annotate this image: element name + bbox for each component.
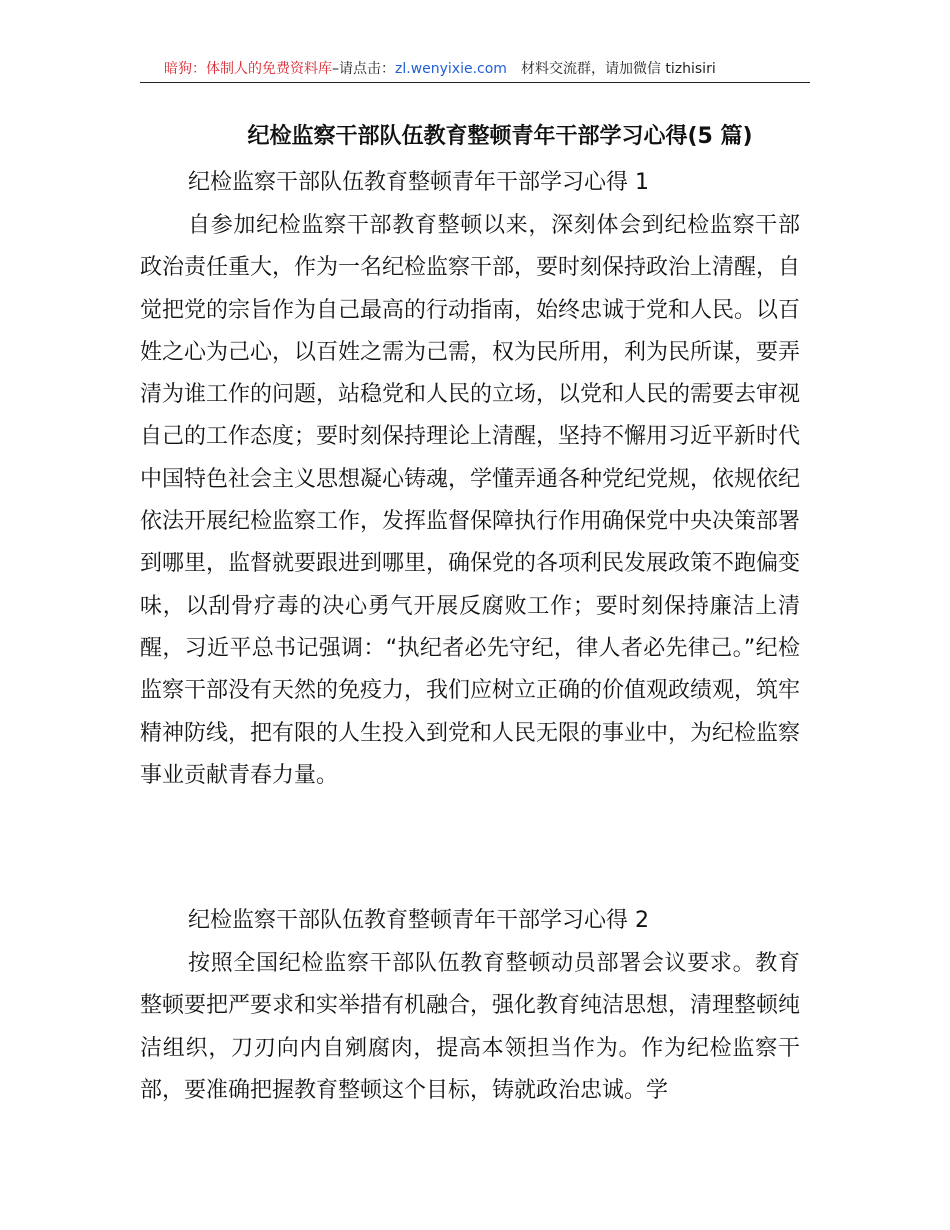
document-title: 纪检监察干部队伍教育整顿青年干部学习心得(5 篇) xyxy=(247,124,753,149)
header-click-prompt: –请点击： xyxy=(332,61,395,77)
header-contact: 材料交流群，请加微信 tizhisiri xyxy=(520,61,716,77)
header-site-name: 暗狗：体制人的免费资料库 xyxy=(164,61,332,77)
section-1-heading: 纪检监察干部队伍教育整顿青年干部学习心得 1 xyxy=(188,170,649,195)
page-header xyxy=(140,58,810,83)
header-url-link[interactable]: zl.wenyixie.com xyxy=(395,61,507,77)
section-2-heading: 纪检监察干部队伍教育整顿青年干部学习心得 2 xyxy=(188,908,649,933)
section-1-body: 自参加纪检监察干部教育整顿以来，深刻体会到纪检监察干部政治责任重大，作为一名纪检监察干部，要时刻保持政治上清醒，自觉把党的宗旨作为自己最高的行动指南，始终忠诚于党和人民。以百姓之心为己心，以百姓之需为己需，权为民所用，利为民所谋，要弄清为谁工作的问题，站稳党和人民的立场，以党和人民的需要去审视自己的工作态度；要时刻保持理论上清醒，坚持不懈用习近平新时代中国特色社会主义思想凝心铸魂，学懂弄通各种党纪党规，依规依纪依法开展纪检监察工作，发挥监督保障执行作用确保党中央决策部署到哪里，监督就要跟进到哪里，确保党的各项利民发展政策不跑偏变味，以刮骨疗毒的决心勇气开展反腐败工作；要时刻保持廉洁上清醒，习近平总书记强调：“执纪者必先守纪，律人者必先律己。”纪检监察干部没有天然的免疫力，我们应树立正确的价值观政绩观，筑牢精神防线，把有限的人生投入到党和人民无限的事业中，为纪检监察事业贡献青春力量。 xyxy=(140,213,801,788)
section-2-body: 按照全国纪检监察干部队伍教育整顿动员部署会议要求。教育整顿要把严要求和实举措有机融合，强化教育纯洁思想，清理整顿纯洁组织，刀刃向内自剜腐肉，提高本领担当作为。作为纪检监察干部，要准确把握教育整顿这个目标，铸就政治忠诚。学 xyxy=(140,951,801,1103)
